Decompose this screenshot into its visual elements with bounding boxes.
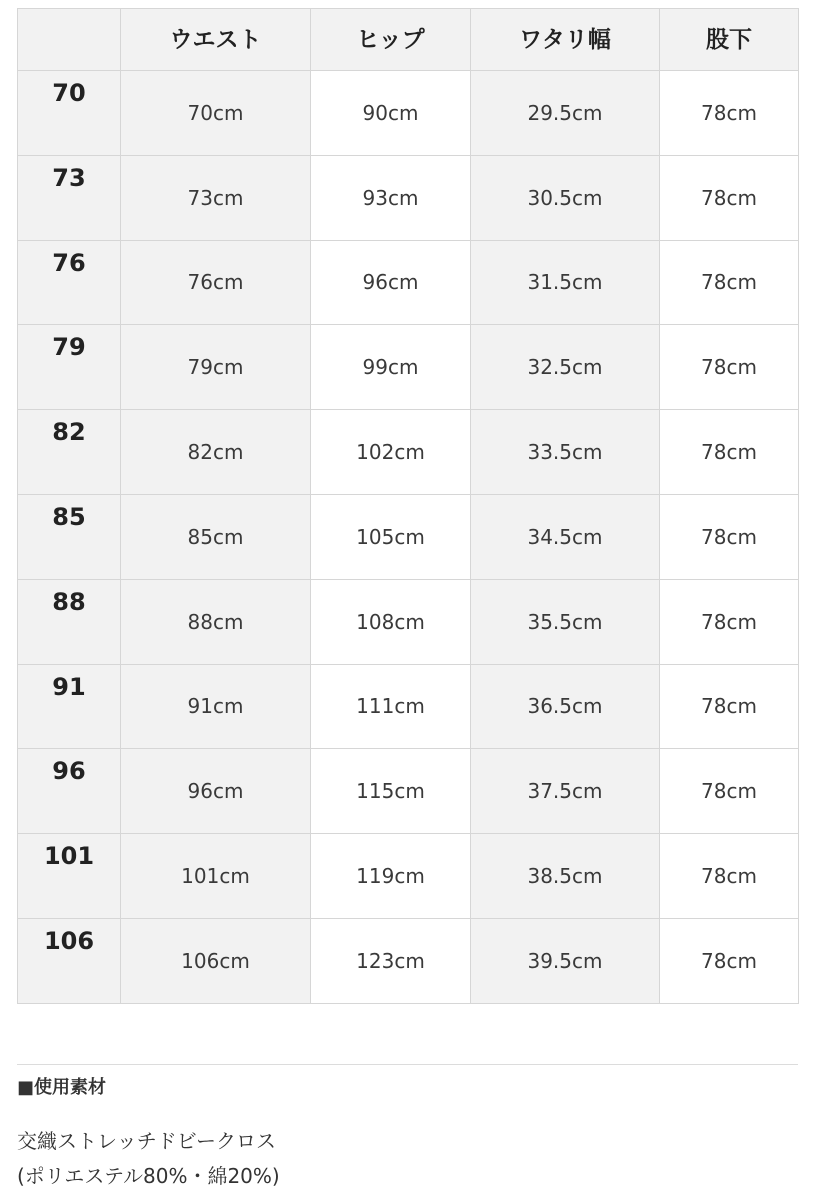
thigh-width-cell: 39.5cm (471, 918, 660, 1003)
column-header-hip: ヒップ (311, 9, 471, 71)
waist-cell: 91cm (121, 664, 311, 749)
waist-cell: 96cm (121, 749, 311, 834)
table-row (18, 410, 799, 495)
hip-cell: 93cm (311, 155, 471, 240)
material-heading: ■使用素材 (17, 1077, 107, 1098)
inseam-cell: 78cm (660, 71, 799, 156)
inseam-cell: 78cm (660, 240, 799, 325)
thigh-width-cell: 31.5cm (471, 240, 660, 325)
table-row (18, 664, 799, 749)
waist-cell: 82cm (121, 410, 311, 495)
hip-cell: 90cm (311, 71, 471, 156)
column-header-inseam: 股下 (660, 9, 799, 71)
size-label: 73 (18, 155, 121, 240)
table-row (18, 71, 799, 156)
thigh-width-cell: 36.5cm (471, 664, 660, 749)
size-label: 96 (18, 749, 121, 834)
column-header-waist: ウエスト (121, 9, 311, 71)
table-row (18, 749, 799, 834)
table-row (18, 918, 799, 1003)
corner-cell (18, 9, 121, 71)
waist-cell: 79cm (121, 325, 311, 410)
size-label: 88 (18, 579, 121, 664)
waist-cell: 101cm (121, 834, 311, 919)
size-label: 85 (18, 494, 121, 579)
hip-cell: 99cm (311, 325, 471, 410)
table-row (18, 834, 799, 919)
table-row (18, 494, 799, 579)
inseam-cell: 78cm (660, 664, 799, 749)
size-label: 106 (18, 918, 121, 1003)
thigh-width-cell: 29.5cm (471, 71, 660, 156)
header-row (18, 9, 799, 71)
table-row (18, 155, 799, 240)
table-row (18, 325, 799, 410)
hip-cell: 123cm (311, 918, 471, 1003)
inseam-cell: 78cm (660, 494, 799, 579)
inseam-cell: 78cm (660, 325, 799, 410)
thigh-width-cell: 37.5cm (471, 749, 660, 834)
hip-cell: 119cm (311, 834, 471, 919)
material-line: (ポリエステル80%・綿20%) (17, 1164, 280, 1188)
size-label: 91 (18, 664, 121, 749)
hip-cell: 102cm (311, 410, 471, 495)
thigh-width-cell: 30.5cm (471, 155, 660, 240)
inseam-cell: 78cm (660, 749, 799, 834)
size-label: 76 (18, 240, 121, 325)
hip-cell: 111cm (311, 664, 471, 749)
thigh-width-cell: 38.5cm (471, 834, 660, 919)
size-label: 101 (18, 834, 121, 919)
hip-cell: 108cm (311, 579, 471, 664)
table-row (18, 240, 799, 325)
waist-cell: 76cm (121, 240, 311, 325)
thigh-width-cell: 35.5cm (471, 579, 660, 664)
size-label: 70 (18, 71, 121, 156)
table-row (18, 579, 799, 664)
material-line: 交織ストレッチドビークロス (17, 1129, 276, 1153)
waist-cell: 70cm (121, 71, 311, 156)
size-table (17, 8, 799, 1004)
inseam-cell: 78cm (660, 834, 799, 919)
waist-cell: 106cm (121, 918, 311, 1003)
size-label: 79 (18, 325, 121, 410)
waist-cell: 73cm (121, 155, 311, 240)
hip-cell: 115cm (311, 749, 471, 834)
section-divider (17, 1064, 798, 1065)
inseam-cell: 78cm (660, 579, 799, 664)
waist-cell: 85cm (121, 494, 311, 579)
column-header-thigh-width: ワタリ幅 (471, 9, 660, 71)
hip-cell: 105cm (311, 494, 471, 579)
thigh-width-cell: 33.5cm (471, 410, 660, 495)
size-label: 82 (18, 410, 121, 495)
material-description (17, 1124, 280, 1194)
thigh-width-cell: 34.5cm (471, 494, 660, 579)
hip-cell: 96cm (311, 240, 471, 325)
thigh-width-cell: 32.5cm (471, 325, 660, 410)
inseam-cell: 78cm (660, 155, 799, 240)
waist-cell: 88cm (121, 579, 311, 664)
inseam-cell: 78cm (660, 410, 799, 495)
inseam-cell: 78cm (660, 918, 799, 1003)
